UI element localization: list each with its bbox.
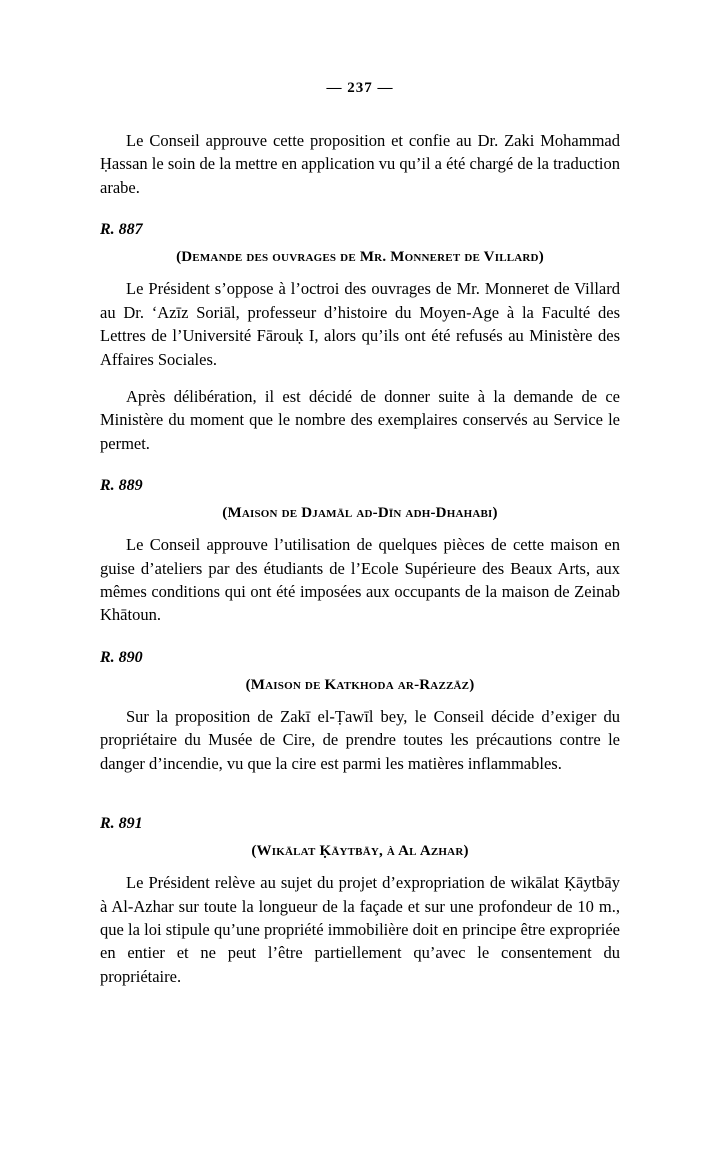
page-number: — 237 — <box>326 80 394 96</box>
section-intro <box>100 129 620 199</box>
page-content <box>100 97 620 988</box>
paragraph: Le Président s’oppose à l’octroi des ouvrages de Mr. Monneret de Villard au Dr. ‘Azīz Soriāl, professeur d’histoire du Moyen-Age à la Faculté des Lettres de l’Université Fārouḳ I, alors qu’ils ont été refusés au Ministère des Affaires Sociales. <box>100 279 620 369</box>
resolution-ref: R. 891 <box>100 815 143 833</box>
section-heading: (Wikālat Ḳāytbāy, à Al Azhar) <box>251 843 469 860</box>
document-page <box>0 80 720 1162</box>
section-r891 <box>100 815 620 988</box>
paragraph: Le Président relève au sujet du projet d’expropriation de wikālat Ḳāytbāy à Al-Azhar sur toute la longueur de la façade et sur une profondeur de 10 m., que la loi stipule qu’une propriété immobilière doit en principe être expropriée en entier et ne peut l’être partiellement qu’avec le consentement du propriétaire. <box>100 873 620 986</box>
resolution-ref: R. 887 <box>100 221 143 239</box>
paragraph: Sur la proposition de Zakī el-Ṭawīl bey, le Conseil décide d’exiger du propriétaire du Musée de Cire, de prendre toutes les précautions contre le danger d’incendie, vu que la cire est parmi les matières inflammables. <box>100 706 620 773</box>
resolution-ref: R. 889 <box>100 477 143 495</box>
resolution-ref: R. 890 <box>100 648 143 666</box>
paragraph: Après délibération, il est décidé de donner suite à la demande de ce Ministère du moment que le nombre des exemplaires conservés au Service le permet. <box>100 386 620 453</box>
paragraph: Le Conseil approuve cette proposition et confie au Dr. Zaki Mohammad Ḥassan le soin de la mettre en application vu qu’il a été chargé de la traduction arabe. <box>100 131 620 197</box>
section-r890 <box>100 649 620 775</box>
section-heading: (Maison de Djamāl ad-Dīn adh-Dhahabi) <box>222 505 498 522</box>
section-heading: (Maison de Katkhoda ar-Razzāz) <box>245 676 475 693</box>
section-heading: (Demande des ouvrages de Mr. Monneret de Villard) <box>176 249 544 266</box>
section-r887 <box>100 221 620 455</box>
section-r889 <box>100 477 620 627</box>
paragraph: Le Conseil approuve l’utilisation de quelques pièces de cette maison en guise d’ateliers par des étudiants de l’Ecole Supérieure des Beaux Arts, aux mêmes conditions qui ont été imposées aux occupants de la maison de Zeinab Khātoun. <box>100 535 620 625</box>
